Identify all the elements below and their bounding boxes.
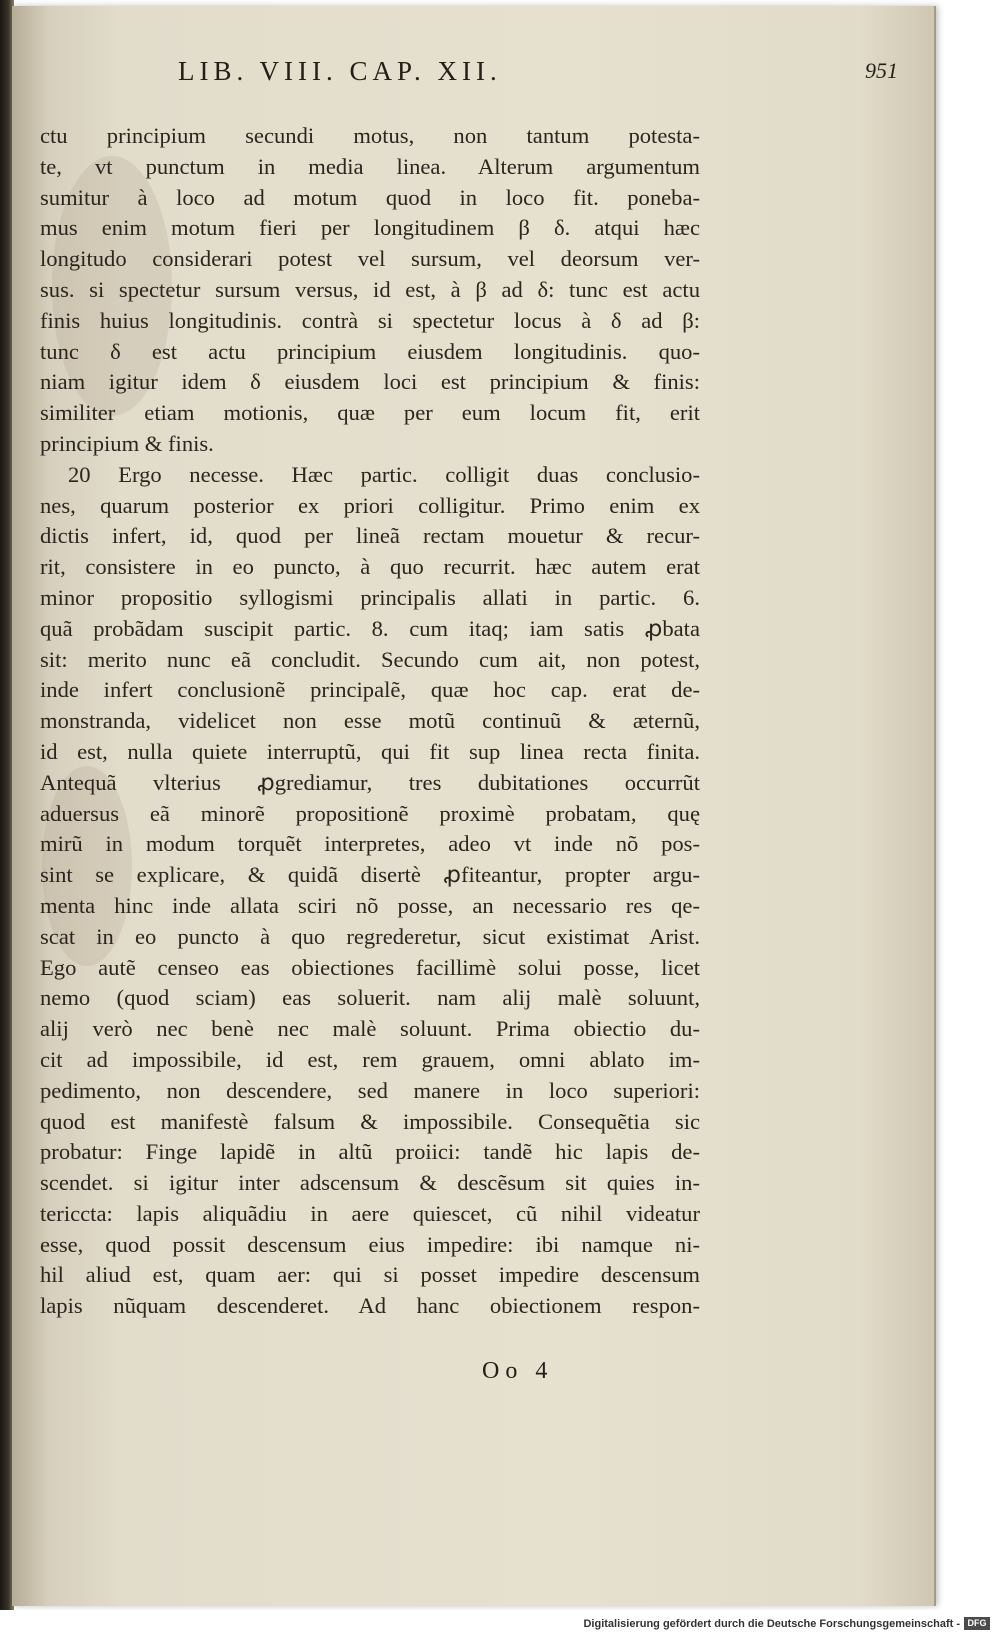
text-line: Antequã vlterius ꝓgrediamur, tres dubitationes occurrũt [40,769,700,795]
text-line: principium & finis. [40,430,214,456]
text-line: nemo (quod sciam) eas soluerit. nam alij malè soluunt, [40,985,700,1011]
dfg-logo-icon: DFG [964,1617,990,1630]
text-line: dictis infert, id, quod per lineã rectam mouetur & recur- [40,523,700,549]
text-line: aduersus eã minorẽ propositionẽ proximè probatam, quę [40,800,700,826]
text-line: cit ad impossibile, id est, rem grauem, omni ablato im- [40,1046,700,1072]
text-line: hil aliud est, quam aer: qui si posset impedire descensum [40,1262,700,1288]
text-line: sus. si spectetur sursum versus, id est, à β ad δ: tunc est actu [40,276,700,302]
text-line: probatur: Finge lapidẽ in altũ proiici: tandẽ hic lapis de- [40,1139,700,1165]
text-line-paragraph-start: 20 Ergo necesse. Hæc partic. colligit duas conclusio- [68,461,700,487]
signature-mark: Oo 4 [482,1358,554,1384]
page-header [12,56,934,96]
text-line: menta hinc inde allata sciri nõ posse, an necessario res qe- [40,892,700,918]
text-line: pedimento, non descendere, sed manere in loco superiori: [40,1077,700,1103]
text-line: niam igitur idem δ eiusdem loci est principium & finis: [40,369,700,395]
text-line: te, vt punctum in media linea. Alterum argumentum [40,153,700,179]
text-line: mirũ in modum torquẽt interpretes, adeo vt inde nõ pos- [40,831,700,857]
text-line: longitudo considerari potest vel sursum, vel deorsum ver- [40,246,700,272]
digitization-footer [0,1610,1000,1638]
text-line: rit, consistere in eo puncto, à quo recurrit. hæc autem erat [40,554,700,580]
text-line: quod est manifestè falsum & impossibile. Consequẽtia sic [40,1108,700,1134]
text-line: similiter etiam motionis, quæ per eum locum fit, erit [40,400,700,426]
text-line: monstranda, videlicet non esse motũ continuũ & æternũ, [40,708,700,734]
funding-credit: Digitalisierung gefördert durch die Deutsche Forschungsgemeinschaft - [583,1618,960,1630]
text-line: esse, quod possit descensum eius impedire: ibi namque ni- [40,1231,700,1257]
body-text [40,121,700,1322]
text-line: sit: merito nunc eã concludit. Secundo cum ait, non potest, [40,646,700,672]
text-line: sint se explicare, & quidã disertè ꝓfiteantur, propter argu- [40,862,700,888]
text-line: inde infert conclusionẽ principalẽ, quæ hoc cap. erat de- [40,677,700,703]
text-line: lapis nũquam descenderet. Ad hanc obiectionem respon- [40,1293,700,1319]
text-line: Ego autẽ censeo eas obiectiones facillimè solui posse, licet [40,954,700,980]
text-line: nes, quarum posterior ex priori colligitur. Primo enim ex [40,492,700,518]
text-line: id est, nulla quiete interruptũ, qui fit sup linea recta finita. [40,738,700,764]
text-line: tunc δ est actu principium eiusdem longitudinis. quo- [40,338,700,364]
page-number: 951 [865,58,898,83]
text-line: mus enim motum fieri per longitudinem β δ. atqui hæc [40,215,700,241]
text-line: alij verò nec benè nec malè soluunt. Prima obiectio du- [40,1016,700,1042]
text-line: minor propositio syllogismi principalis allati in partic. 6. [40,584,700,610]
text-line: sumitur à loco ad motum quod in loco fit. poneba- [40,184,700,210]
running-title: LIB. VIII. CAP. XII. [178,56,502,86]
text-line: quã probãdam suscipit partic. 8. cum itaq; iam satis ꝓbata [40,615,700,641]
text-line: scendet. si igitur inter adscensum & descẽsum sit quies in- [40,1170,700,1196]
text-line: tericcta: lapis aliquãdiu in aere quiescet, cũ nihil videatur [40,1200,700,1226]
text-line: ctu principium secundi motus, non tantum potesta- [40,123,700,148]
text-line: scat in eo puncto à quo regrederetur, sicut existimat Arist. [40,923,700,949]
book-page [12,6,936,1606]
text-line: finis huius longitudinis. contrà si spectetur locus à δ ad β: [40,307,700,333]
